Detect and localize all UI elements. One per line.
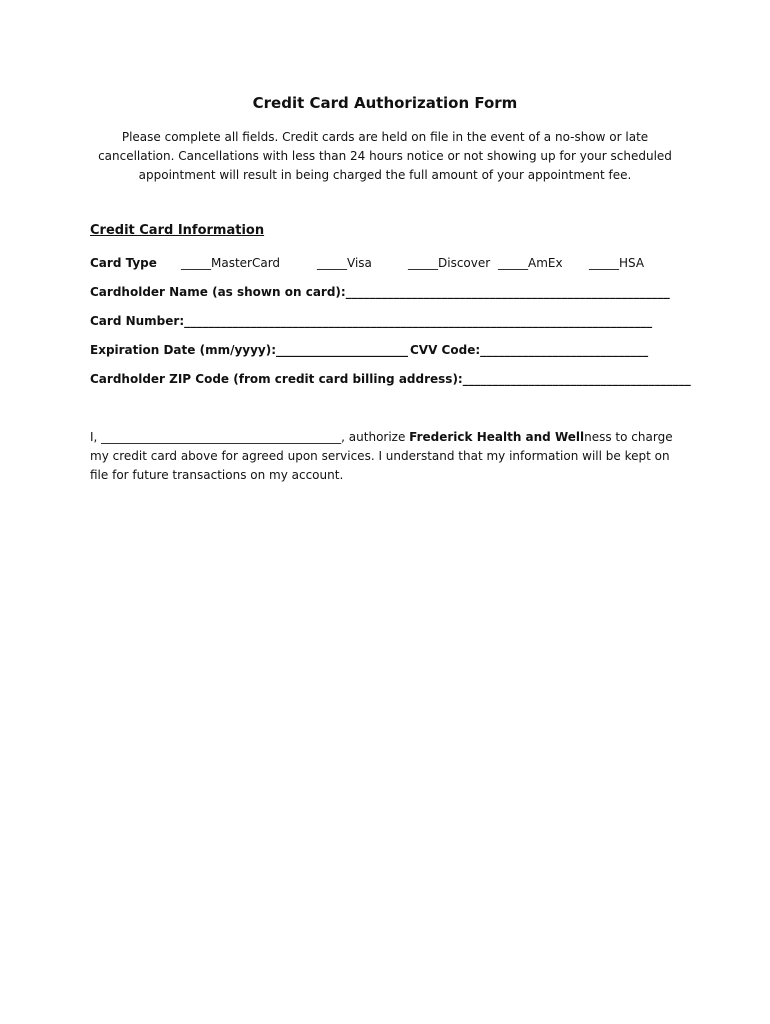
authorization-paragraph (90, 428, 690, 485)
card-type-option-amex[interactable]: _____AmEx (498, 256, 563, 270)
cvv-code-field[interactable]: CVV Code:____________________________ (410, 343, 649, 357)
section-heading-card-info: Credit Card Information (90, 223, 265, 238)
expiration-date-field[interactable]: Expiration Date (mm/yyyy):______________________ (90, 343, 409, 357)
card-type-option-discover[interactable]: _____Discover (408, 256, 491, 270)
form-title: Credit Card Authorization Form (252, 94, 518, 112)
card-type-option-hsa[interactable]: _____HSA (589, 256, 645, 270)
card-type-option-visa[interactable]: _____Visa (317, 256, 372, 270)
authorization-text-end: ness to charge my credit card above for agreed upon services. I understand that my information will be kept on file for future transactions on my account. (90, 430, 673, 482)
authorization-text-start[interactable]: I, ________________________________________, authorize (90, 430, 410, 444)
card-type-option-mastercard[interactable]: _____MasterCard (181, 256, 281, 270)
intro-paragraph: Please complete all fields. Credit cards are held on file in the event of a no-show or late cancellation. Cancellations with less than 24 hours notice or not showing up for your scheduled appointment will result in being charged the full amount of your appointment fee. (98, 130, 672, 182)
cardholder-zip-field[interactable]: Cardholder ZIP Code (from credit card billing address):______________________________________ (90, 372, 691, 386)
company-name: Frederick Health and Well (409, 430, 585, 444)
card-type-label: Card Type (90, 256, 157, 270)
cardholder-name-field[interactable]: Cardholder Name (as shown on card):______________________________________________________ (90, 285, 670, 299)
card-number-field[interactable]: Card Number:______________________________________________________________________________ (90, 314, 653, 328)
